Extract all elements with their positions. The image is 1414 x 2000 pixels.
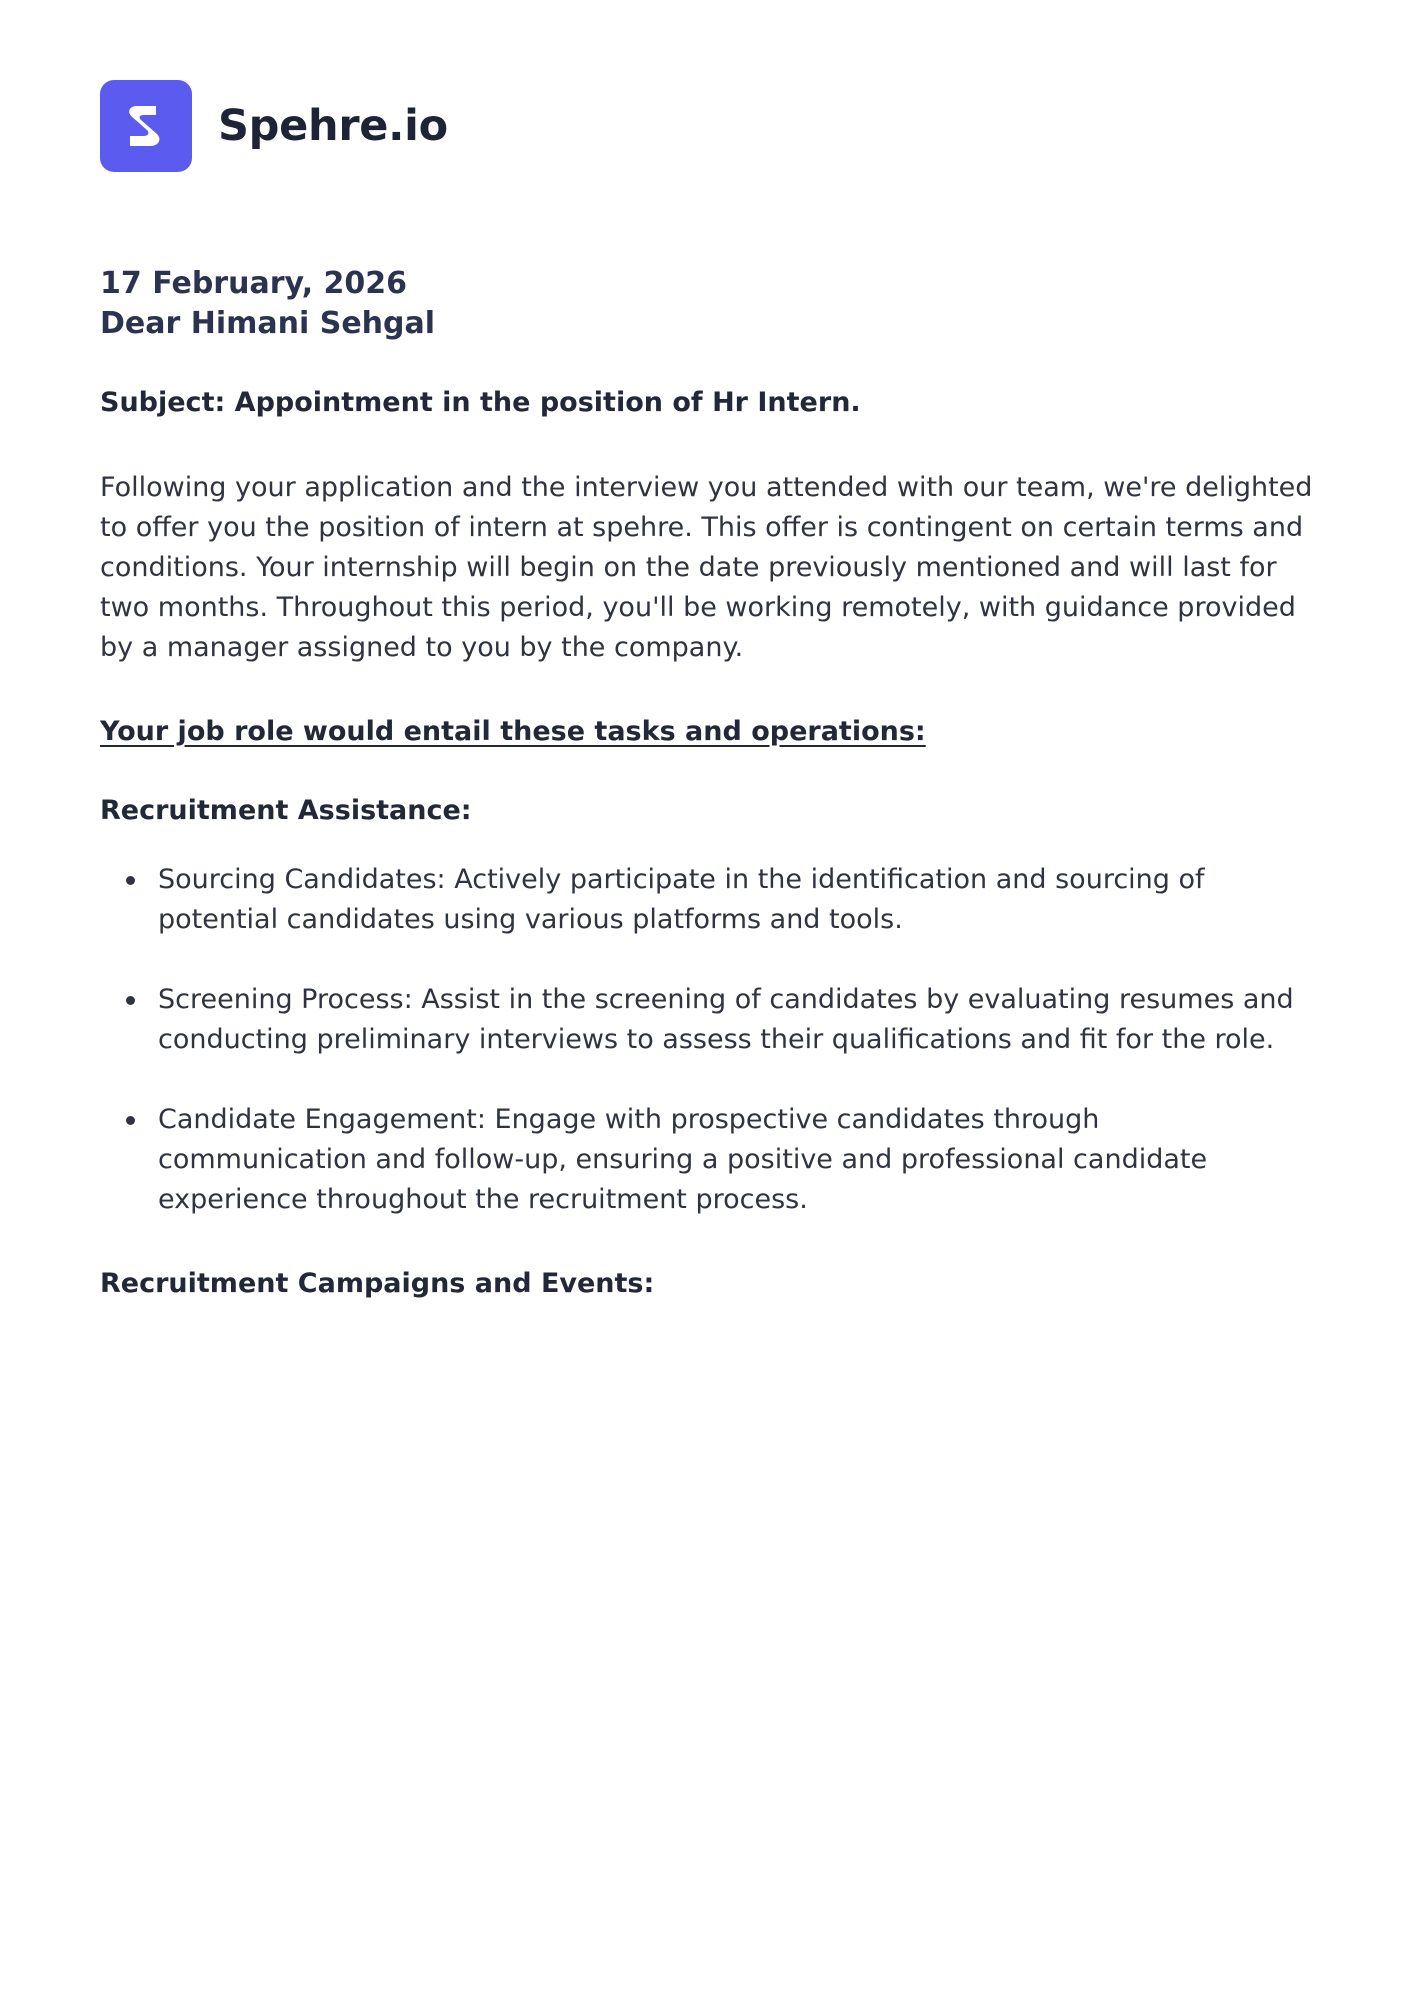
section-title-recruitment-assistance: Recruitment Assistance: <box>100 794 472 826</box>
section-title-recruitment-campaigns-and-events: Recruitment Campaigns and Events: <box>100 1267 655 1299</box>
spehre-s-logo-icon <box>100 80 192 172</box>
job-role-heading: Your job role would entail these tasks and operations: <box>100 715 926 747</box>
letter-meta <box>100 264 1314 344</box>
letter-subject: Subject: Appointment in the position of Hr Intern. <box>100 387 861 419</box>
list-item: Sourcing Candidates: Actively participate in the identification and sourcing of potential candidates using various platforms and tools. <box>152 860 1314 940</box>
brand-header <box>100 80 1314 172</box>
list-item: Candidate Engagement: Engage with prospective candidates through communication and follow-up, ensuring a positive and professional candidate experience throughout the recruitment process. <box>152 1100 1314 1220</box>
recruitment-assistance-list <box>100 860 1314 1220</box>
brand-name: Spehre.io <box>218 100 448 151</box>
letter-intro-paragraph: Following your application and the interview you attended with our team, we're delighted to offer you the position of intern at spehre. This offer is contingent on certain terms and conditions. Your internship will begin on the date previously mentioned and will last for two months. Throughout this period, you'll be working remotely, with guidance provided by a manager assigned to you by the company. <box>100 472 1313 663</box>
letter-date: 17 February, 2026 <box>100 266 408 301</box>
list-item: Screening Process: Assist in the screening of candidates by evaluating resumes and conducting preliminary interviews to assess their qualifications and fit for the role. <box>152 980 1314 1060</box>
letter-salutation: Dear Himani Sehgal <box>100 306 436 342</box>
